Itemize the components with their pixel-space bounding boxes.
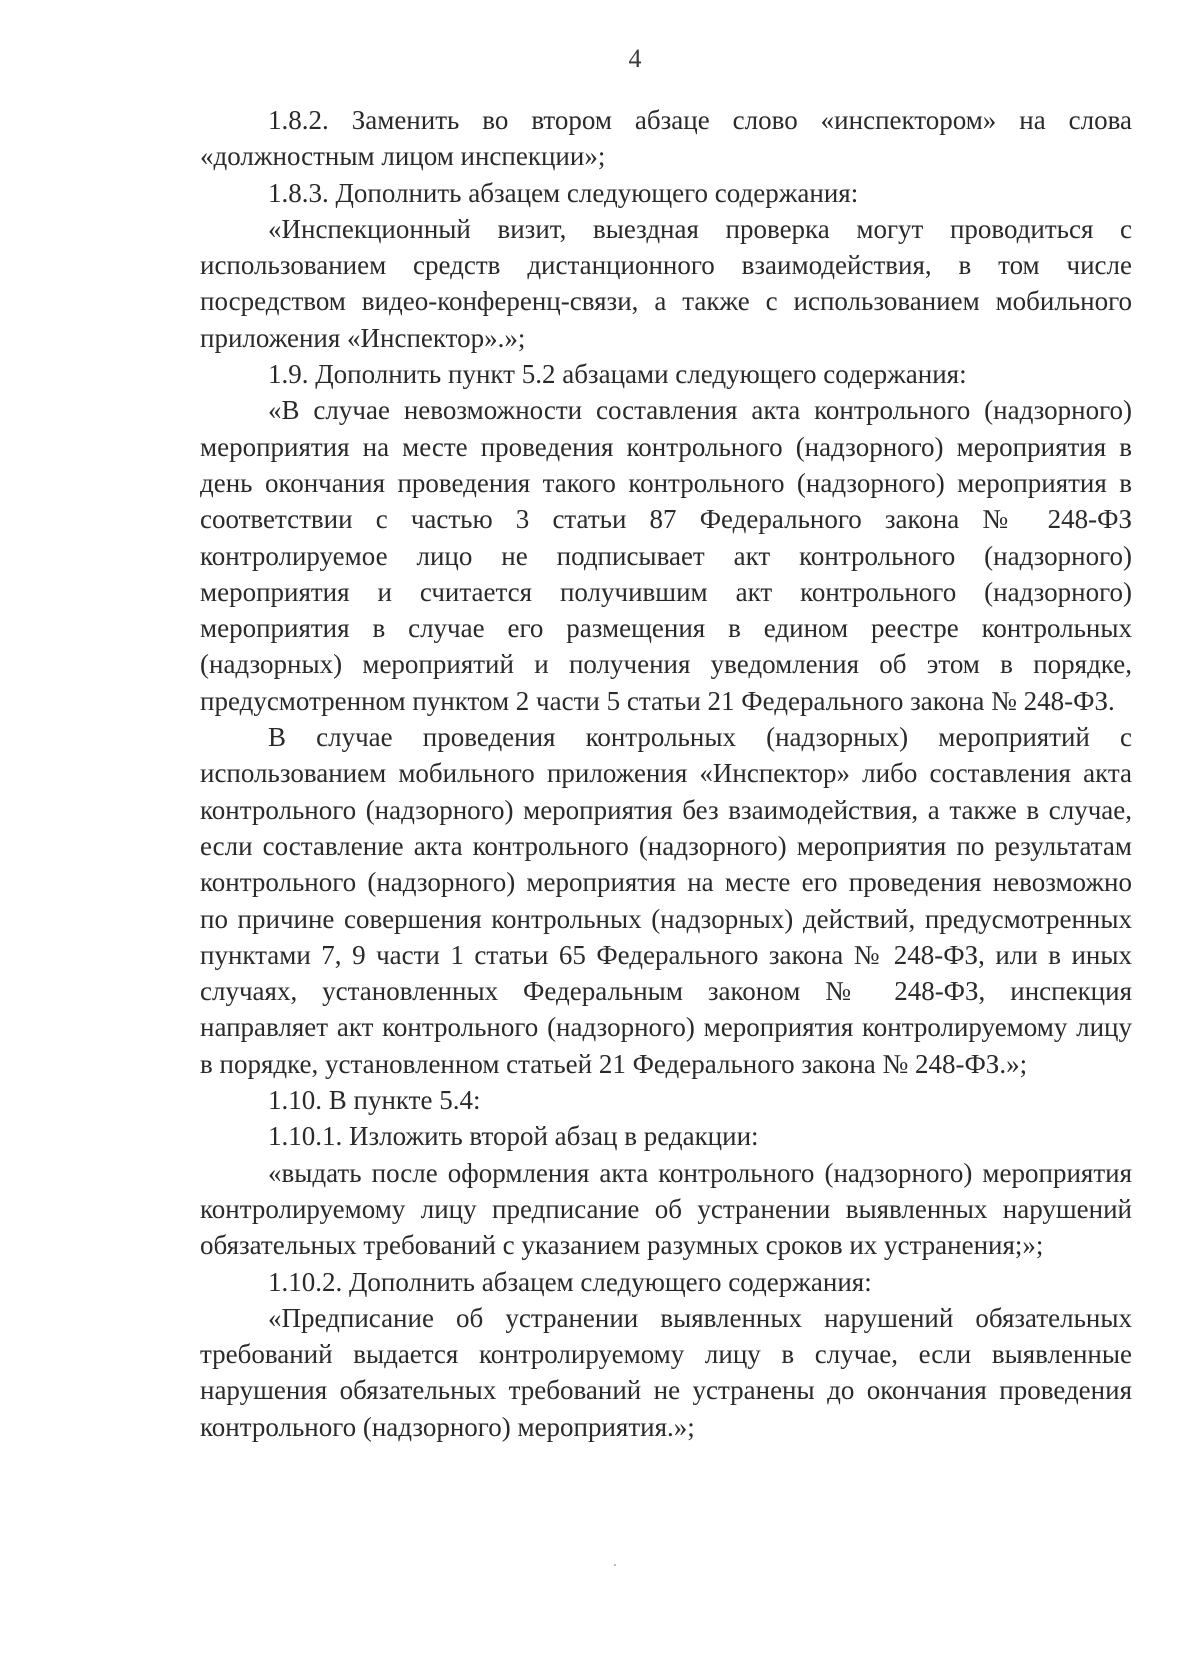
- paragraph-1-8-2: 1.8.2. Заменить во втором абзаце слово «инспектором» на слова «должностным лицом инспекции»;: [200, 105, 1132, 172]
- paragraph-quote-mobile-app: В случае проведения контрольных (надзорных) мероприятий с использованием мобильного приложения «Инспектор» либо составления акта контрольного (надзорного) мероприятия без взаимодействия, а также в случае, если составление акта контрольного (надзорного) мероприятия по результатам контрольного (надзорного) мероприятия на месте его проведения невозможно по причине совершения контрольных (надзорных) действий, предусмотренных пунктами 7, 9 части 1 статьи 65 Федерального закона № 248-ФЗ, или в иных случаях, установленных Федеральным законом № 248-ФЗ, инспекция направляет акт контрольного (надзорного) мероприятия контролируемому лицу в порядке, установленном статьей 21 Федерального закона № 248-ФЗ.»;: [200, 722, 1132, 1079]
- paragraph-quote-act-impossible: «В случае невозможности составления акта контрольного (надзорного) мероприятия на месте проведения контрольного (надзорного) мероприятия в день окончания проведения такого контрольного (надзорного) мероприятия в соответствии с частью 3 статьи 87 Федерального закона № 248-ФЗ контролируемое лицо не подписывает акт контрольного (надзорного) мероприятия и считается получившим акт контрольного (надзорного) мероприятия в случае его размещения в едином реестре контрольных (надзорных) мероприятий и получения уведомления об этом в порядке, предусмотренном пунктом 2 части 5 статьи 21 Федерального закона № 248-ФЗ.: [200, 395, 1132, 716]
- paragraph-quote-issue-order: «выдать после оформления акта контрольного (надзорного) мероприятия контролируемому лицу предписание об устранении выявленных нарушений обязательных требований с указанием разумных сроков их устранения;»;: [200, 1157, 1132, 1261]
- paragraph-1-10-1: 1.10.1. Изложить второй абзац в редакции:: [268, 1121, 759, 1152]
- paragraph-quote-inspection-visit: «Инспекционный визит, выездная проверка могут проводиться с использованием средств дистанционного взаимодействия, в том числе посредством видео-конференц-связи, а также с использованием мобильного приложения «Инспектор».»;: [200, 213, 1132, 353]
- paragraph-quote-order-issued: «Предписание об устранении выявленных нарушений обязательных требований выдается контролируемому лицу в случае, если выявленные нарушения обязательных требований не устранены до окончания проведения контрольного (надзорного) мероприятия.»;: [200, 1302, 1132, 1442]
- paragraph-1-10-2: 1.10.2. Дополнить абзацем следующего содержания:: [268, 1266, 872, 1297]
- paragraph-1-8-3: 1.8.3. Дополнить абзацем следующего содержания:: [268, 177, 859, 208]
- paragraph-1-10: 1.10. В пункте 5.4:: [268, 1085, 481, 1116]
- document-body: [200, 102, 1132, 1445]
- scan-artifact: [614, 1564, 616, 1566]
- page-number: 4: [628, 44, 642, 73]
- paragraph-1-9: 1.9. Дополнить пункт 5.2 абзацами следующего содержания:: [268, 359, 967, 390]
